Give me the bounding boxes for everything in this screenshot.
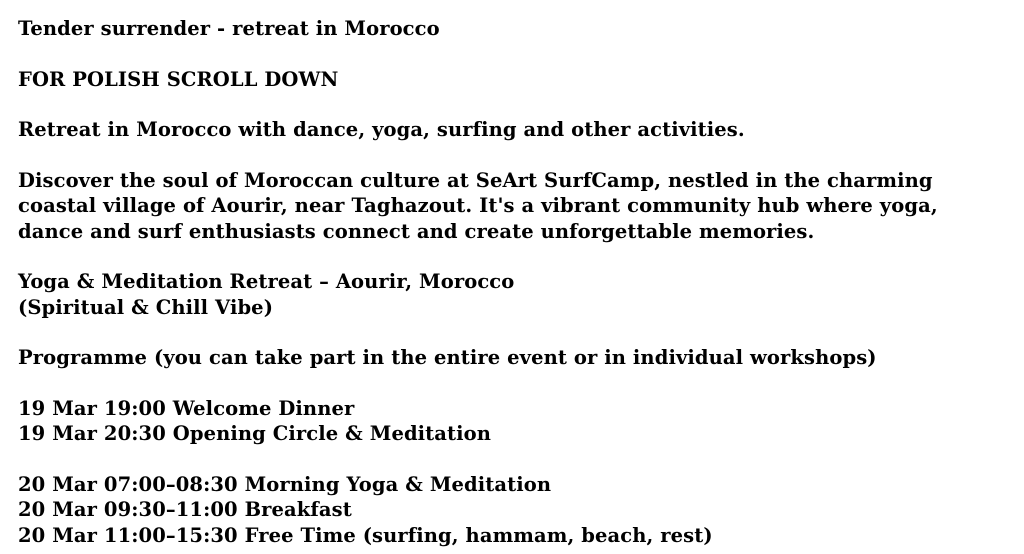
title-line <box>18 16 1004 42</box>
spacer <box>18 320 1004 345</box>
retreat-subtitle-line-1: Yoga & Meditation Retreat – Aourir, Morocco <box>18 270 515 293</box>
schedule-day-19-march <box>18 396 1004 447</box>
schedule-item: 19 Mar 20:30 Opening Circle & Meditation <box>18 422 492 445</box>
spacer <box>18 371 1004 396</box>
retreat-subtitle <box>18 269 1004 320</box>
spacer <box>18 143 1004 168</box>
retreat-subtitle-line-2: (Spiritual & Chill Vibe) <box>18 295 274 319</box>
schedule-item: 20 Mar 07:00–08:30 Morning Yoga & Meditation <box>18 472 552 496</box>
document-body <box>18 16 1004 548</box>
schedule-day-20-march <box>18 472 1004 549</box>
description-text: Discover the soul of Moroccan culture at SeArt SurfCamp, nestled in the charming coastal village of Aourir, near Taghazout. It's a vibrant community hub where yoga, dance and surf enthusiasts connect and create unforgettable memories. <box>18 168 945 243</box>
summary-text: Retreat in Morocco with dance, yoga, surfing and other activities. <box>18 118 745 141</box>
spacer <box>18 244 1004 269</box>
polish-notice-line <box>18 67 1004 93</box>
programme-heading <box>18 345 1004 371</box>
schedule-item: 20 Mar 11:00–15:30 Free Time (surfing, hammam, beach, rest) <box>18 523 713 547</box>
spacer <box>18 42 1004 67</box>
spacer <box>18 92 1004 117</box>
schedule-item: 19 Mar 19:00 Welcome Dinner <box>18 396 355 420</box>
programme-heading-text: Programme (you can take part in the entire event or in individual workshops) <box>18 346 877 369</box>
polish-notice-text: FOR POLISH SCROLL DOWN <box>18 67 339 91</box>
spacer <box>18 447 1004 472</box>
schedule-item: 20 Mar 09:30–11:00 Breakfast <box>18 498 352 521</box>
title-text: Tender surrender - retreat in Morocco <box>18 17 440 40</box>
summary-line <box>18 117 1004 143</box>
description-paragraph <box>18 168 1004 245</box>
